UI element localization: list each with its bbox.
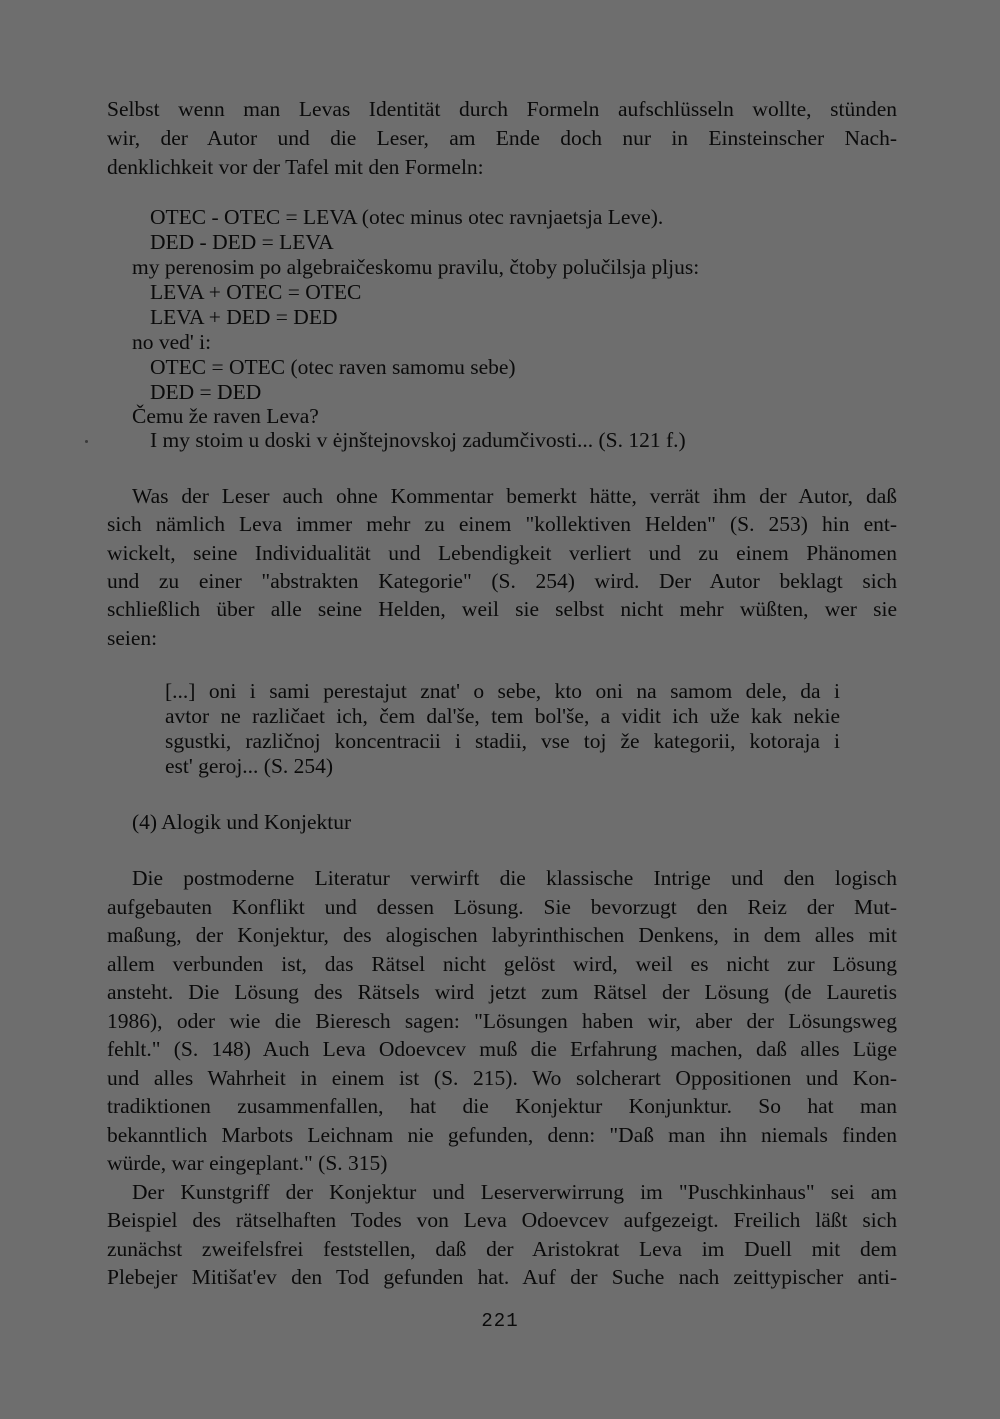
paragraph-line: fehlt." (S. 148) Auch Leva Odoevcev muß die Erfahrung machen, daß alles Lüge <box>107 1037 897 1061</box>
formula-line: my perenosim po algebraičeskomu pravilu, čtoby polučilsja pljus: <box>132 255 700 279</box>
paragraph-line: Plebejer Mitišat'ev den Tod gefunden hat. Auf der Suche nach zeittypischer anti- <box>107 1265 897 1289</box>
quote-line: est' geroj... (S. 254) <box>165 754 334 778</box>
paragraph-line: und alles Wahrheit in einem ist (S. 215). Wo solcherart Oppositionen und Kon- <box>107 1066 897 1090</box>
paragraph-line: Die postmoderne Literatur verwirft die klassische Intrige und den logisch <box>132 866 897 890</box>
paragraph-line: Beispiel des rätselhaften Todes von Leva Odoevcev aufgezeigt. Freilich läßt sich <box>107 1208 897 1232</box>
paragraph-line: seien: <box>107 626 158 650</box>
paragraph-line: allem verbunden ist, das Rätsel nicht gelöst wird, weil es nicht zur Lösung <box>107 952 897 976</box>
paragraph-line: Der Kunstgriff der Konjektur und Leserverwirrung im "Puschkinhaus" sei am <box>132 1180 897 1204</box>
formula-line: no ved' i: <box>132 330 212 354</box>
paragraph-line: schließlich über alle seine Helden, weil sie selbst nicht mehr wüßten, wer sie <box>107 597 897 621</box>
formula-line: LEVA + DED = DED <box>150 305 338 329</box>
paragraph-line: wir, der Autor und die Leser, am Ende doch nur in Einsteinscher Nach- <box>107 126 897 150</box>
page-number: 221 <box>481 1310 519 1332</box>
section-heading: (4) Alogik und Konjektur <box>132 810 352 834</box>
scan-speck <box>85 440 88 443</box>
formula-line: LEVA + OTEC = OTEC <box>150 280 362 304</box>
paragraph-line: tradiktionen zusammenfallen, hat die Konjektur Konjunktur. So hat man <box>107 1094 897 1118</box>
paragraph-line: und zu einer "abstrakten Kategorie" (S. 254) wird. Der Autor beklagt sich <box>107 569 897 593</box>
formula-line: Čemu že raven Leva? <box>132 404 319 428</box>
paragraph-line: 1986), oder wie die Bieresch sagen: "Lösungen haben wir, aber der Lösungsweg <box>107 1009 897 1033</box>
paragraph-line: würde, war eingeplant." (S. 315) <box>107 1151 388 1175</box>
paragraph-line: ansteht. Die Lösung des Rätsels wird jetzt zum Rätsel der Lösung (de Lauretis <box>107 980 897 1004</box>
paragraph-line: Was der Leser auch ohne Kommentar bemerkt hätte, verrät ihm der Autor, daß <box>132 484 897 508</box>
formula-line: DED - DED = LEVA <box>150 230 334 254</box>
formula-line: OTEC - OTEC = LEVA (otec minus otec ravnjaetsja Leve). <box>150 205 664 229</box>
formula-line: DED = DED <box>150 380 262 404</box>
quote-line: avtor ne različaet ich, čem dal'še, tem bol'še, a vidit ich uže kak nekie <box>165 704 840 728</box>
formula-line: I my stoim u doski v ėjnštejnovskoj zadumčivosti... (S. 121 f.) <box>150 428 686 452</box>
formula-line: OTEC = OTEC (otec raven samomu sebe) <box>150 355 516 379</box>
paragraph-line: wickelt, seine Individualität und Lebendigkeit verliert und zu einem Phänomen <box>107 541 897 565</box>
quote-line: sgustki, različnoj koncentracii i stadii, vse toj že kategorii, kotoraja i <box>165 729 840 753</box>
paragraph-line: denklichkeit vor der Tafel mit den Formeln: <box>107 155 484 179</box>
paragraph-line: Selbst wenn man Levas Identität durch Formeln aufschlüsseln wollte, stünden <box>107 97 897 121</box>
paragraph-line: maßung, der Konjektur, des alogischen labyrinthischen Denkens, in dem alles mit <box>107 923 897 947</box>
paragraph-line: bekanntlich Marbots Leichnam nie gefunden, denn: "Daß man ihn niemals finden <box>107 1123 897 1147</box>
paragraph-line: sich nämlich Leva immer mehr zu einem "kollektiven Helden" (S. 253) hin ent- <box>107 512 897 536</box>
paragraph-line: aufgebauten Konflikt und dessen Lösung. Sie bevorzugt den Reiz der Mut- <box>107 895 897 919</box>
paragraph-line: zunächst zweifelsfrei feststellen, daß der Aristokrat Leva im Duell mit dem <box>107 1237 897 1261</box>
quote-line: [...] oni i sami perestajut znat' o sebe, kto oni na samom dele, da i <box>165 679 840 703</box>
